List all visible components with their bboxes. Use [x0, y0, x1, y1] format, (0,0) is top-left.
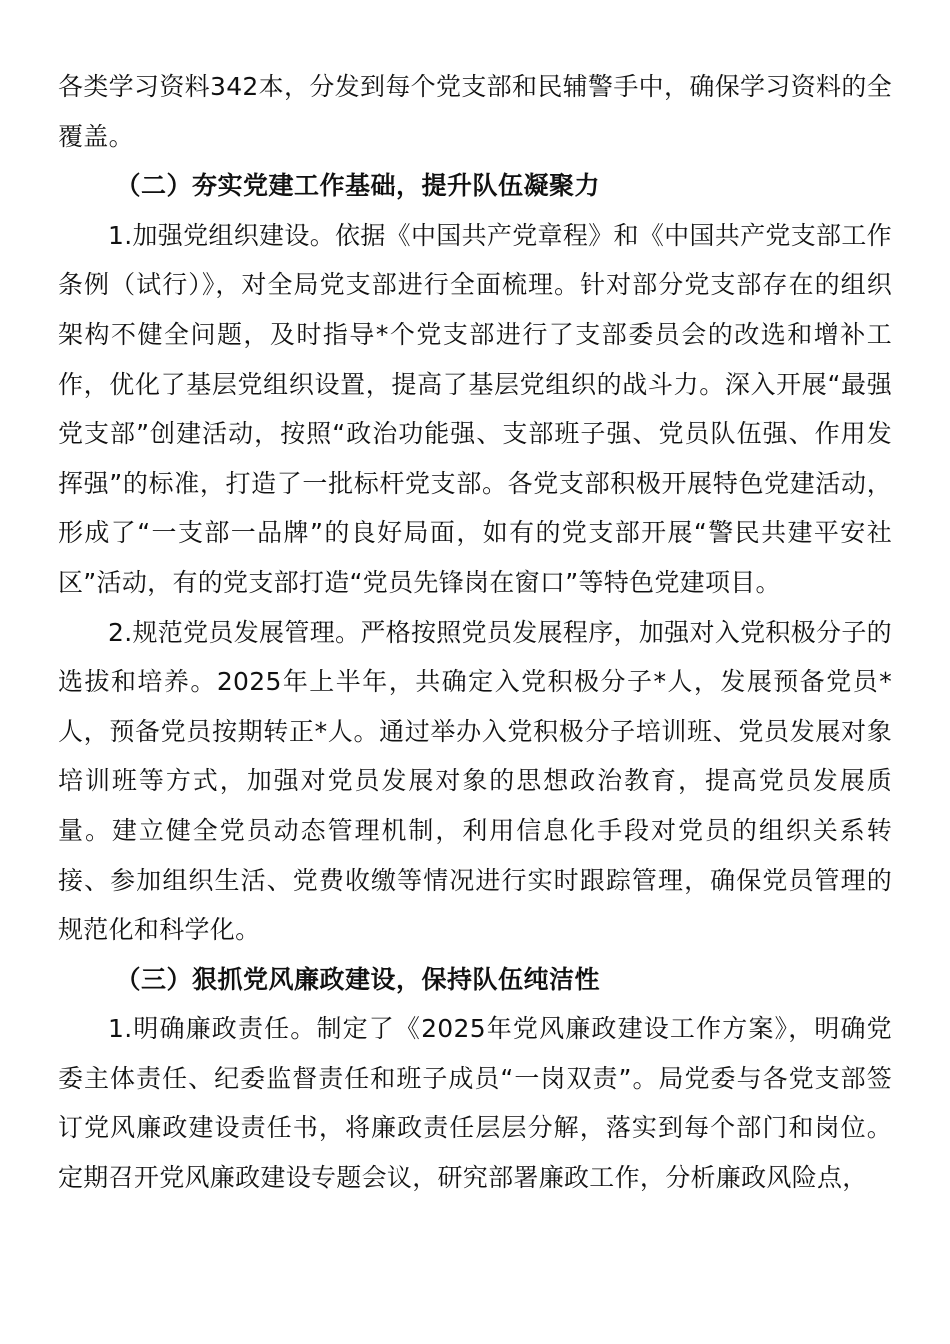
paragraph-party-organization: 1.加强党组织建设。依据《中国共产党章程》和《中国共产党支部工作条例（试行）》，对全局党支部进行全面梳理。针对部分党支部存在的组织架构不健全问题，及时指导*个党支部进行了支部委员会的改选和增补工作，优化了基层党组织设置，提高了基层党组织的战斗力。深入开展“最强党支部”创建活动，按照“政治功能强、支部班子强、党员队伍强、作用发挥强”的标准，打造了一批标杆党支部。各党支部积极开展特色党建活动，形成了“一支部一品牌”的良好局面，如有的党支部开展“警民共建平安社区”活动，有的党支部打造“党员先锋岗在窗口”等特色党建项目。 — [58, 220, 892, 597]
section-heading-3: （三）狠抓党风廉政建设，保持队伍纯洁性 — [115, 964, 601, 994]
paragraph-member-management: 2.规范党员发展管理。严格按照党员发展程序，加强对入党积极分子的选拔和培养。2025年上半年，共确定入党积极分子*人，发展预备党员*人，预备党员按期转正*人。通过举办入党积极分子培训班、党员发展对象培训班等方式，加强对党员发展对象的思想政治教育，提高党员发展质量。建立健全党员动态管理机制，利用信息化手段对党员的组织关系转接、参加组织生活、党费收缴等情况进行实时跟踪管理，确保党员管理的规范化和科学化。 — [58, 617, 892, 945]
paragraph-continuation: 各类学习资料342本，分发到每个党支部和民辅警手中，确保学习资料的全覆盖。 — [58, 72, 892, 151]
paragraph-integrity-responsibility: 1.明确廉政责任。制定了《2025年党风廉政建设工作方案》，明确党委主体责任、纪委监督责任和班子成员“一岗双责”。局党委与各党支部签订党风廉政建设责任书，将廉政责任层层分解，落实到每个部门和岗位。定期召开党风廉政建设专题会议，研究部署廉政工作，分析廉政风险点， — [58, 1014, 892, 1193]
section-heading-2: （二）夯实党建工作基础，提升队伍凝聚力 — [115, 171, 601, 201]
document-body — [58, 62, 892, 1203]
